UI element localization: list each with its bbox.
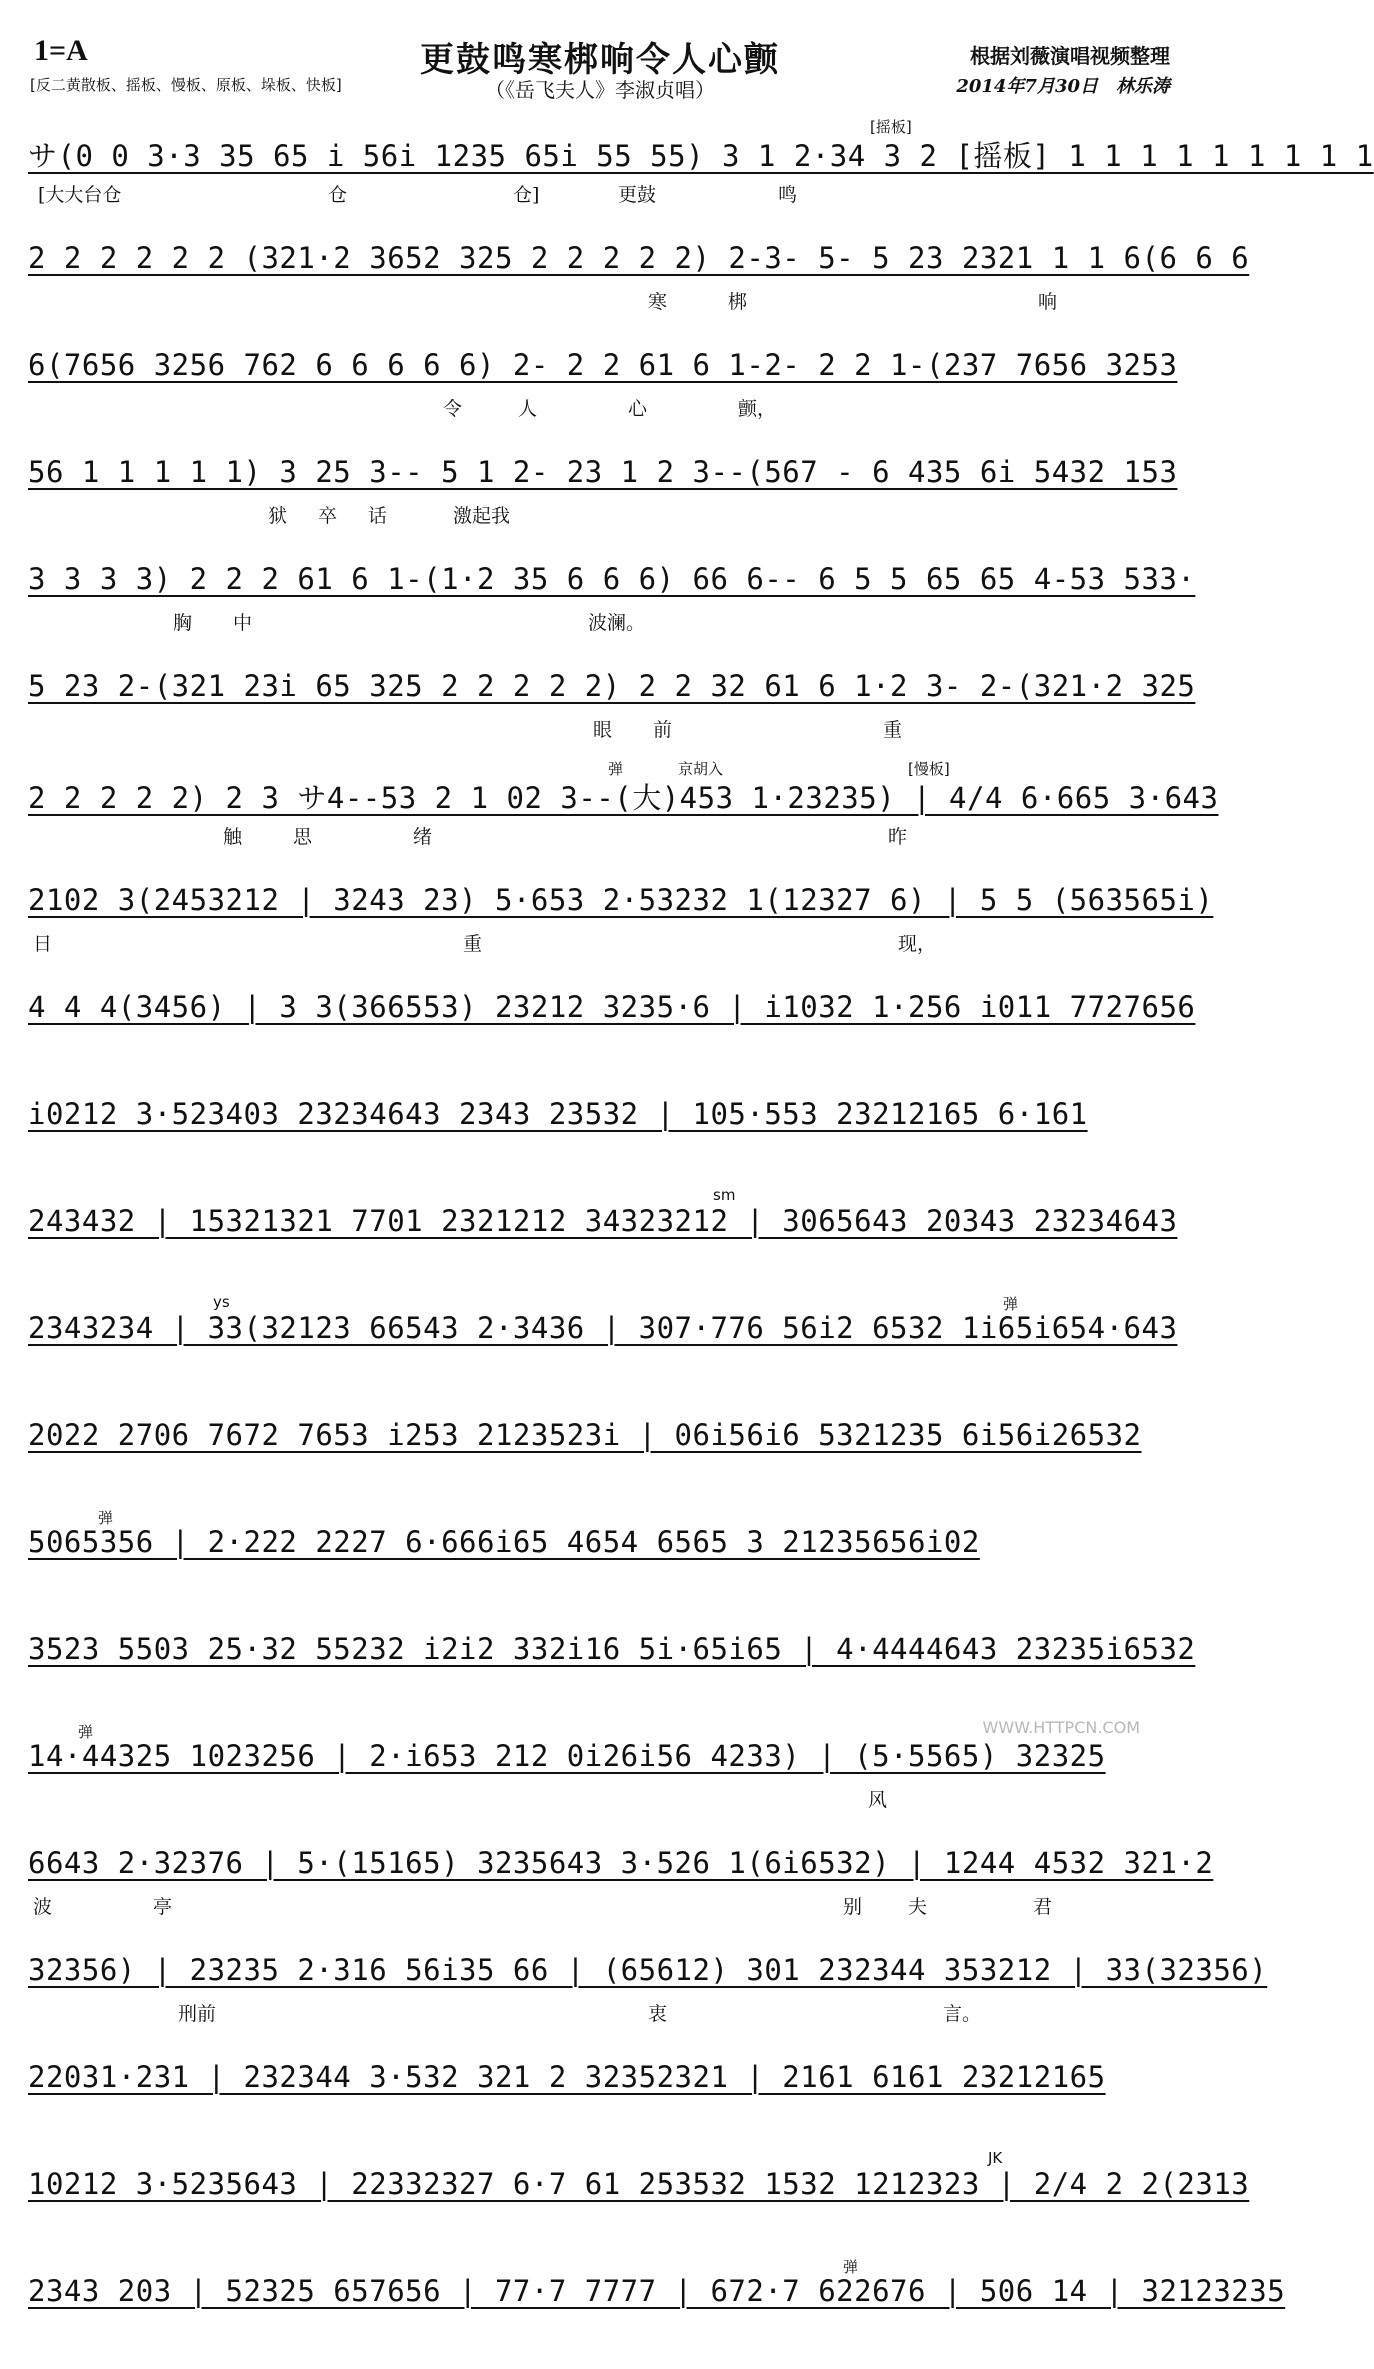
lyric-syllable: 风 (868, 1789, 888, 1811)
notation-row (28, 229, 1250, 336)
jianpu-notes: 32356) | 23235 2·316 56i35 66 | (65612) 301 232344 353212 | 33(32356) (28, 1953, 1268, 1987)
jianpu-notes: 56 1 1 1 1 1) 3 25 3-- 5 1 2- 23 1 2 3--(567 - 6 435 6i 5432 153 (28, 455, 1178, 489)
lyric-syllable: 夫 (908, 1896, 928, 1918)
lyric-syllable: 日 (33, 933, 53, 955)
transcription-credit: 根据刘薇演唱视频整理 (970, 44, 1170, 68)
lyrics-line (28, 2320, 1178, 2346)
lyric-syllable: [大大台仓 (38, 184, 122, 206)
performance-mark: 弹 (843, 2258, 859, 2276)
performance-mark: sm (713, 1186, 736, 1204)
performance-mark: [慢板] (908, 760, 950, 778)
jianpu-notes: 2343234 | 33(32123 66543 2·3436 | 307·776 56i2 6532 1i65i654·643 (28, 1311, 1178, 1345)
notation-row (28, 118, 1374, 229)
lyrics-line (28, 394, 1178, 420)
lyric-syllable: 言。 (943, 2003, 982, 2025)
watermark: WWW.HTTPCN.COM (982, 1718, 1140, 1737)
notation-row (28, 871, 1214, 978)
jianpu-notes: 3 3 3 3) 2 2 2 61 6 1-(1·2 35 6 6 6) 66 6-- 6 5 5 65 65 4-53 533· (28, 562, 1196, 596)
lyric-syllable: 鸣 (778, 184, 798, 206)
jianpu-notes: 10212 3·5235643 | 22332327 6·7 61 253532 1532 1212323 | 2/4 2 2(2313 (28, 2167, 1250, 2201)
jianpu-notes: 5 23 2-(321 23i 65 325 2 2 2 2 2) 2 2 32 61 6 1·2 3- 2-(321·2 325 (28, 669, 1196, 703)
lyric-syllable: 波 (33, 1896, 53, 1918)
lyrics-line (28, 2213, 1178, 2239)
notation-row (28, 978, 1196, 1085)
lyrics-line (28, 1036, 1178, 1062)
lyric-syllable: 仓] (513, 184, 540, 206)
lyrics-line (28, 1999, 1178, 2025)
lyric-syllable: 眼 (593, 719, 613, 741)
lyrics-line (28, 287, 1178, 313)
lyric-syllable: 触 (223, 826, 243, 848)
notation-body (28, 118, 1374, 2369)
lyric-syllable: 胸 (173, 612, 193, 634)
notation-row (28, 550, 1196, 657)
performance-mark: [摇板] (870, 118, 912, 136)
lyric-syllable: 中 (233, 612, 253, 634)
lyric-syllable: 心 (628, 398, 648, 420)
banqiang-list: [反二黄散板、摇板、慢板、原板、垛板、快板] (30, 76, 342, 94)
notation-row (28, 1186, 1178, 1299)
jianpu-notes: サ(0 0 3·3 35 65 i 56i 1235 65i 55 55) 3 1 2·34 3 2 [摇板] 1 1 1 1 1 1 1 1 1 (28, 139, 1374, 173)
jianpu-notes: 22031·231 | 232344 3·532 321 2 32352321 | 2161 6161 23212165 (28, 2060, 1106, 2094)
lyric-syllable: 刑前 (178, 2003, 217, 2025)
notation-row (28, 1293, 1178, 1406)
key-signature: 1=A (34, 34, 88, 67)
lyric-syllable: 响 (1038, 291, 1058, 313)
lyrics-line (28, 1892, 1178, 1918)
performance-mark: 弹 (78, 1723, 94, 1741)
jianpu-notes: 3523 5503 25·32 55232 i2i2 332i16 5i·65i65 | 4·4444643 23235i6532 (28, 1632, 1196, 1666)
notation-row (28, 2258, 1286, 2369)
song-subtitle: （《岳飞夫人》李淑贞唱） (485, 78, 715, 102)
jianpu-notes: 2 2 2 2 2) 2 3 サ4--53 2 1 02 3--(大)453 1·23235) | 4/4 6·665 3·643 (28, 781, 1219, 815)
jianpu-notes: 2022 2706 7672 7653 i253 2123523i | 06i56i6 5321235 6i56i26532 (28, 1418, 1142, 1452)
lyric-syllable: 更鼓 (618, 184, 657, 206)
lyric-syllable: 绪 (413, 826, 433, 848)
performance-mark: ys (213, 1293, 230, 1311)
lyrics-line (28, 1143, 1178, 1169)
lyric-syllable: 现， (898, 933, 937, 955)
transcription-date: 2014年7月30日 林乐涛 (956, 76, 1170, 97)
lyrics-line (28, 1571, 1178, 1597)
lyric-syllable: 重 (883, 719, 903, 741)
lyric-syllable: 君 (1033, 1896, 1053, 1918)
performance-mark: 弹 (98, 1509, 114, 1527)
performance-mark: 京胡入 (678, 760, 724, 778)
jianpu-notes: i0212 3·523403 23234643 2343 23532 | 105·553 23212165 6·161 (28, 1097, 1088, 1131)
lyrics-line (28, 1785, 1178, 1811)
notation-row (28, 760, 1219, 871)
jianpu-notes: 6643 2·32376 | 5·(15165) 3235643 3·526 1(6i6532) | 1244 4532 321·2 (28, 1846, 1214, 1880)
notation-row (28, 657, 1196, 764)
lyrics-line (28, 608, 1178, 634)
lyric-syllable: 衷 (648, 2003, 668, 2025)
notation-row (28, 2149, 1250, 2262)
lyrics-line (28, 1250, 1178, 1276)
notation-row (28, 336, 1178, 443)
performance-mark: 弹 (608, 760, 624, 778)
lyrics-line (28, 715, 1178, 741)
lyric-syllable: 前 (653, 719, 673, 741)
notation-row (28, 1620, 1196, 1727)
notation-row (28, 1509, 1178, 1620)
notation-row (28, 1834, 1214, 1941)
lyric-syllable: 昨 (888, 826, 908, 848)
lyrics-line (28, 2106, 1178, 2132)
song-title: 更鼓鸣寒梆响令人心颤 (420, 40, 780, 80)
lyrics-line (28, 822, 1178, 848)
lyric-syllable: 仓 (328, 184, 348, 206)
lyric-syllable: 波澜。 (588, 612, 646, 634)
lyric-syllable: 亭 (153, 1896, 173, 1918)
lyric-syllable: 卒 (318, 505, 338, 527)
lyric-syllable: 寒 (648, 291, 668, 313)
jianpu-notes: 243432 | 15321321 7701 2321212 34323212 | 3065643 20343 23234643 (28, 1204, 1178, 1238)
lyric-syllable: 激起我 (453, 505, 511, 527)
jianpu-notes: 2 2 2 2 2 2 (321·2 3652 325 2 2 2 2 2) 2-3- 5- 5 23 2321 1 1 6(6 6 6 (28, 241, 1250, 275)
lyric-syllable: 别 (843, 1896, 863, 1918)
lyric-syllable: 令 (443, 398, 463, 420)
lyric-syllable: 颤， (738, 398, 777, 420)
notation-row (28, 2048, 1178, 2155)
lyrics-line (28, 1678, 1178, 1704)
lyrics-line (28, 1357, 1178, 1383)
jianpu-notes: 5065356 | 2·222 2227 6·666i65 4654 6565 3 21235656i02 (28, 1525, 980, 1559)
jianpu-notes: 2343 203 | 52325 657656 | 77·7 7777 | 672·7 622676 | 506 14 | 32123235 (28, 2274, 1286, 2308)
notation-row (28, 1085, 1178, 1192)
jianpu-notes: 14·44325 1023256 | 2·i653 212 0i26i56 4233) | (5·5565) 32325 (28, 1739, 1106, 1773)
lyric-syllable: 梆 (728, 291, 748, 313)
lyric-syllable: 人 (518, 398, 538, 420)
lyrics-line (28, 501, 1178, 527)
lyrics-line (28, 180, 1178, 206)
performance-mark: JK (988, 2149, 1003, 2167)
lyric-syllable: 重 (463, 933, 483, 955)
jianpu-notes: 6(7656 3256 762 6 6 6 6 6) 2- 2 2 61 6 1-2- 2 2 1-(237 7656 3253 (28, 348, 1178, 382)
notation-row (28, 443, 1178, 550)
performance-mark: 弹 (1003, 1295, 1019, 1313)
lyric-syllable: 狱 (268, 505, 288, 527)
lyric-syllable: 话 (368, 505, 388, 527)
notation-row (28, 1406, 1178, 1513)
notation-row (28, 1723, 1178, 1834)
lyrics-line (28, 1464, 1178, 1490)
lyrics-line (28, 929, 1178, 955)
jianpu-notes: 4 4 4(3456) | 3 3(366553) 23212 3235·6 | i1032 1·256 i011 7727656 (28, 990, 1196, 1024)
notation-row (28, 1941, 1268, 2048)
lyric-syllable: 思 (293, 826, 313, 848)
jianpu-notes: 2102 3(2453212 | 3243 23) 5·653 2·53232 1(12327 6) | 5 5 (563565i) (28, 883, 1214, 917)
